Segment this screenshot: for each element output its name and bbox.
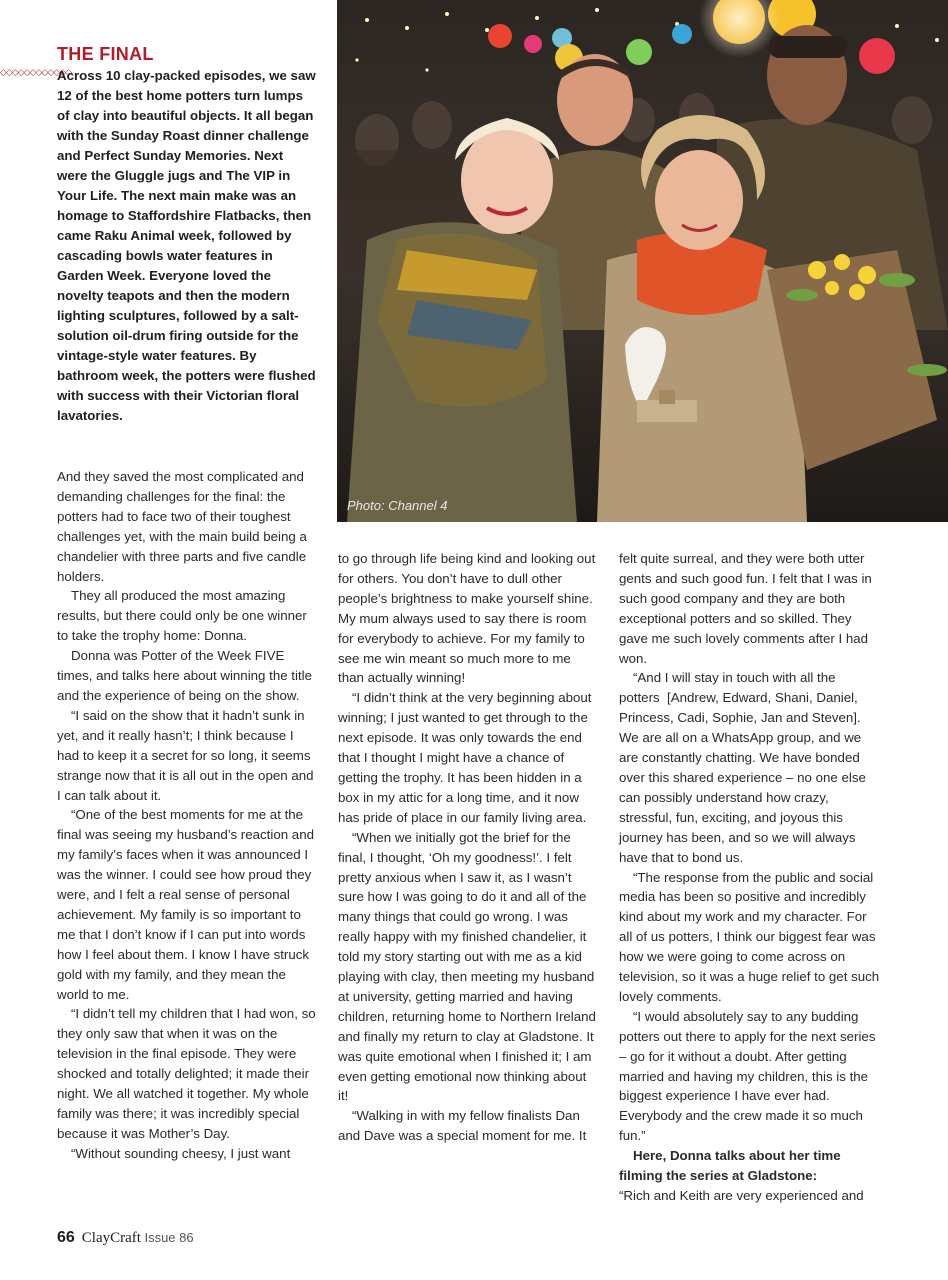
subheading: Here, Donna talks about her time filming the series at Gladstone: (619, 1148, 841, 1184)
paragraph: to go through life being kind and looking out for others. You don’t have to dull other people’s brightness to make yourself shine. My mum always used to say there is room for everybody to achieve. For my family to see me win meant so much more to me than actually winning! (338, 551, 596, 686)
paragraph: “I would absolutely say to any budding potters out there to apply for the next series – go for it without a doubt. After getting married and having my children, this is the biggest experience I have ever had. Everybody and the crew made it so much fun.” (619, 1008, 876, 1144)
paragraph: “One of the best moments for me at the final was seeing my husband’s reaction and my family’s faces when it was announced I was the winner. I could see how proud they were, and I felt a real sense of personal achievement. My family is so important to me that I don’t know if I can put into words how I feel about them. I know I have struck gold with my family, and they mean the world to me. (57, 807, 314, 1002)
body-column-3 (619, 549, 881, 1206)
page-footer (57, 1229, 194, 1247)
paragraph: “Walking in with my fellow finalists Dan and Dave was a special moment for me. It (338, 1108, 587, 1144)
paragraph: “I didn’t think at the very beginning about winning; I just wanted to get through to the next episode. It was only towards the end that I thought I might have a chance of getting the trophy. It has been hidden in a box in my attic for a long time, and it now has pride of place in our family living area. (338, 690, 592, 825)
paragraph: “The response from the public and social media has been so positive and incredibly kind about my work and my character. For all of us potters, I think our biggest fear was how we were going to come across on television, so it was a huge relief to get such lovely comments. (619, 869, 880, 1004)
decorative-zigzag-rule: ◇◇◇◇◇◇◇◇◇◇◇◇ (0, 67, 72, 77)
issue-label: Issue 86 (144, 1230, 194, 1245)
paragraph: Donna was Potter of the Week FIVE times, and talks here about winning the title and the experience of being on the show. (57, 648, 313, 703)
body-column-2 (338, 549, 600, 1146)
photo-credit: Photo: Channel 4 (347, 498, 448, 513)
page-number: 66 (57, 1229, 75, 1246)
paragraph: “Rich and Keith are very experienced and (619, 1188, 864, 1203)
paragraph: “I said on the show that it hadn’t sunk in yet, and it really hasn’t; I think because I had to keep it a secret for so long, it seems strange now that it is all out in the open and I can talk about it. (57, 707, 314, 803)
photo-illustration (337, 0, 948, 522)
paragraph: And they saved the most complicated and demanding challenges for the final: the potters had to face two of their toughest challenges yet, with the main build being a chandelier with three parts and five candle holders. (57, 469, 307, 584)
paragraph: “When we initially got the brief for the final, I thought, ‘Oh my goodness!’. I felt pretty anxious when I saw it, as I wasn’t sure how I was going to do it and all of the many things that could go wrong. I was really happy with my finished chandelier, it told my story starting out with me as a kid playing with clay, then meeting my husband at university, getting married and having children, returning home to Northern Ireland and finally my return to clay at Gladstone. It was quite emotional when I finished it; I am even getting emotional now thinking about it! (338, 829, 596, 1104)
magazine-name: ClayCraft (81, 1230, 141, 1246)
paragraph: They all produced the most amazing results, but there could only be one winner to take the trophy home: Donna. (57, 588, 307, 644)
paragraph: “I didn’t tell my children that I had won, so they only saw that when it was on the television in the final episode. They were shocked and totally delighted; it made their night. We all watched it together. My whole family was there; it was incredibly special because it was Mother’s Day. (57, 1006, 316, 1141)
paragraph: “And I will stay in touch with all the potters [Andrew, Edward, Shani, Daniel, Princess, Cadi, Sophie, Jan and Steven]. We are all on a WhatsApp group, and we are constantly chatting. We have bonded over this shared experience – no one else can possibly understand how crazy, stressful, fun, exciting, and joyous this journey has been, and so we will always have that to bond us. (619, 670, 866, 865)
winners-photo (337, 0, 948, 522)
paragraph: felt quite surreal, and they were both utter gents and such good fun. I felt that I was in such good company and they are both exceptional potters and so skilled. They gave me such lovely comments after I had won. (619, 551, 872, 666)
body-column-1 (57, 467, 319, 1164)
article-heading: THE FINAL (57, 44, 154, 64)
paragraph: “Without sounding cheesy, I just want (71, 1145, 291, 1161)
article-intro: Across 10 clay-packed episodes, we saw 12 of the best home potters turn lumps of clay into beautiful objects. It all began with the Sunday Roast dinner challenge and Perfect Sunday Memories. Next were the Gluggle jugs and The VIP in Your Life. The next main make was an homage to Staffordshire Flatbacks, then came Raku Animal week, followed by cascading bowls water features in Garden Week. Everyone loved the novelty teapots and then the modern lighting sculptures, followed by a salt-solution oil-drum firing outside for the vintage-style water features. By bathroom week, the potters were flushed with success with their Victorian floral lavatories. (57, 68, 316, 423)
